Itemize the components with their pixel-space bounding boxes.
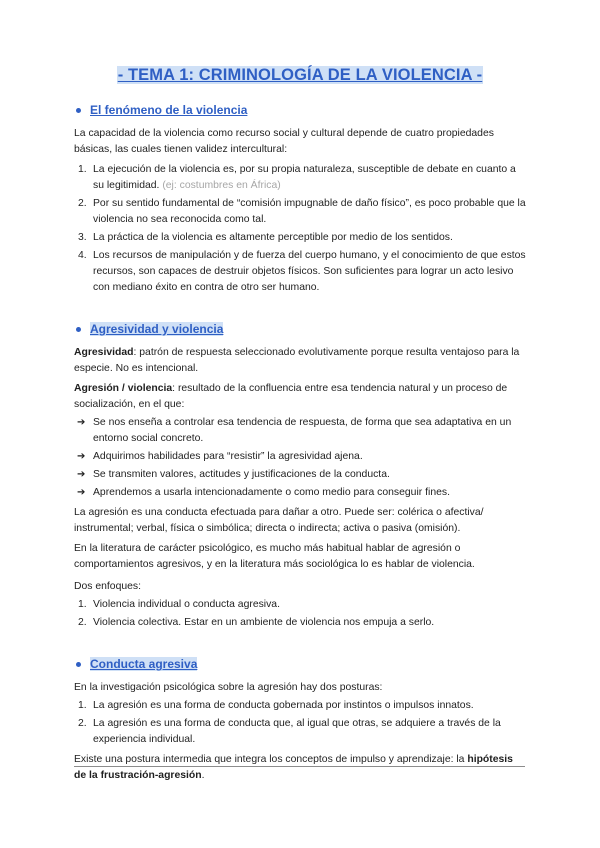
agresion-paragraph: La agresión es una conducta efectuada para dañar a otro. Puede ser: colérica o afectiva/ instrumental; verbal, física o simbólica; directa o indirecta; activa o pasiva (omisión).: [74, 507, 484, 534]
list-item: ➔ Se transmiten valores, actitudes y justificaciones de la conducta.: [74, 467, 526, 483]
arrow-icon: ➔: [77, 469, 86, 480]
enfoques-list: [74, 597, 526, 631]
list-item: 1. La ejecución de la violencia es, por su propia naturaleza, susceptible de debate en cuanto a su legitimidad. (ej: costumbres en África): [78, 164, 516, 191]
list-item: 4. Los recursos de manipulación y de fuerza del cuerpo humano, y el conocimiento de que estos recursos, son capaces de destruir objetos físicos. Son suficientes para lograr un acto lesivo con mediano éxito en contra de otro ser humano.: [78, 250, 526, 293]
horizontal-divider: [74, 766, 525, 767]
agresion-definition: Agresión / violencia: resultado de la confluencia entre esa tendencia natural y un proceso de socialización, en el que:: [74, 383, 508, 410]
list-item: ➔ Se nos enseña a controlar esa tendencia de respuesta, de forma que sea adaptativa en un entorno social concreto.: [74, 415, 526, 447]
posturas-list: [74, 698, 526, 748]
section1-intro: La capacidad de la violencia como recurso social y cultural depende de cuatro propiedades básicas, las cuales tienen validez intercultural:: [74, 128, 494, 155]
arrow-icon: ➔: [77, 417, 86, 428]
list-item: 1. Violencia individual o conducta agresiva.: [78, 599, 280, 610]
list-item: ➔ Aprendemos a usarla intencionadamente o como medio para conseguir fines.: [74, 485, 526, 501]
bullet-icon: [76, 327, 81, 332]
agresividad-definition: Agresividad: patrón de respuesta seleccionado evolutivamente porque resulta ventajoso para la especie. No es intencional.: [74, 347, 520, 374]
document-page: [74, 66, 526, 788]
list-item: 1. La agresión es una forma de conducta gobernada por instintos o impulsos innatos.: [78, 700, 474, 711]
socialization-list: [74, 415, 526, 501]
bullet-icon: [76, 108, 81, 113]
section1-list: [74, 162, 526, 296]
list-item: ➔ Adquirimos habilidades para “resistir” la agresividad ajena.: [74, 449, 526, 465]
arrow-icon: ➔: [77, 487, 86, 498]
section-heading-agresividad: Agresividad y violencia: [74, 322, 526, 336]
enfoques-label: Dos enfoques:: [74, 581, 142, 592]
arrow-icon: ➔: [77, 451, 86, 462]
section-heading-fenomeno: El fenómeno de la violencia: [74, 103, 526, 117]
section-heading-conducta: Conducta agresiva: [74, 657, 526, 671]
bullet-icon: [76, 662, 81, 667]
list-item: 2. Violencia colectiva. Estar en un ambiente de violencia nos empuja a serlo.: [78, 617, 435, 628]
page-title: - TEMA 1: CRIMINOLOGÍA DE LA VIOLENCIA -: [117, 66, 483, 84]
section3-intro: En la investigación psicológica sobre la agresión hay dos posturas:: [74, 682, 383, 693]
example-note: (ej: costumbres en África): [162, 180, 281, 191]
list-item: 2. La agresión es una forma de conducta que, al igual que otras, se adquiere a través de la experiencia individual.: [78, 718, 501, 745]
literatura-paragraph: En la literatura de carácter psicológico, es mucho más habitual hablar de agresión o comportamientos agresivos, y en la literatura más sociológica lo es hablar de violencia.: [74, 543, 475, 570]
section3-closing: Existe una postura intermedia que integra los conceptos de impulso y aprendizaje: la hipótesis de la frustración-agresión.: [74, 754, 513, 781]
list-item: 3. La práctica de la violencia es altamente perceptible por medio de los sentidos.: [78, 232, 453, 243]
list-item: 2. Por su sentido fundamental de “comisión impugnable de daño físico”, es poco probable que la violencia no sea reconocida como tal.: [78, 198, 526, 225]
